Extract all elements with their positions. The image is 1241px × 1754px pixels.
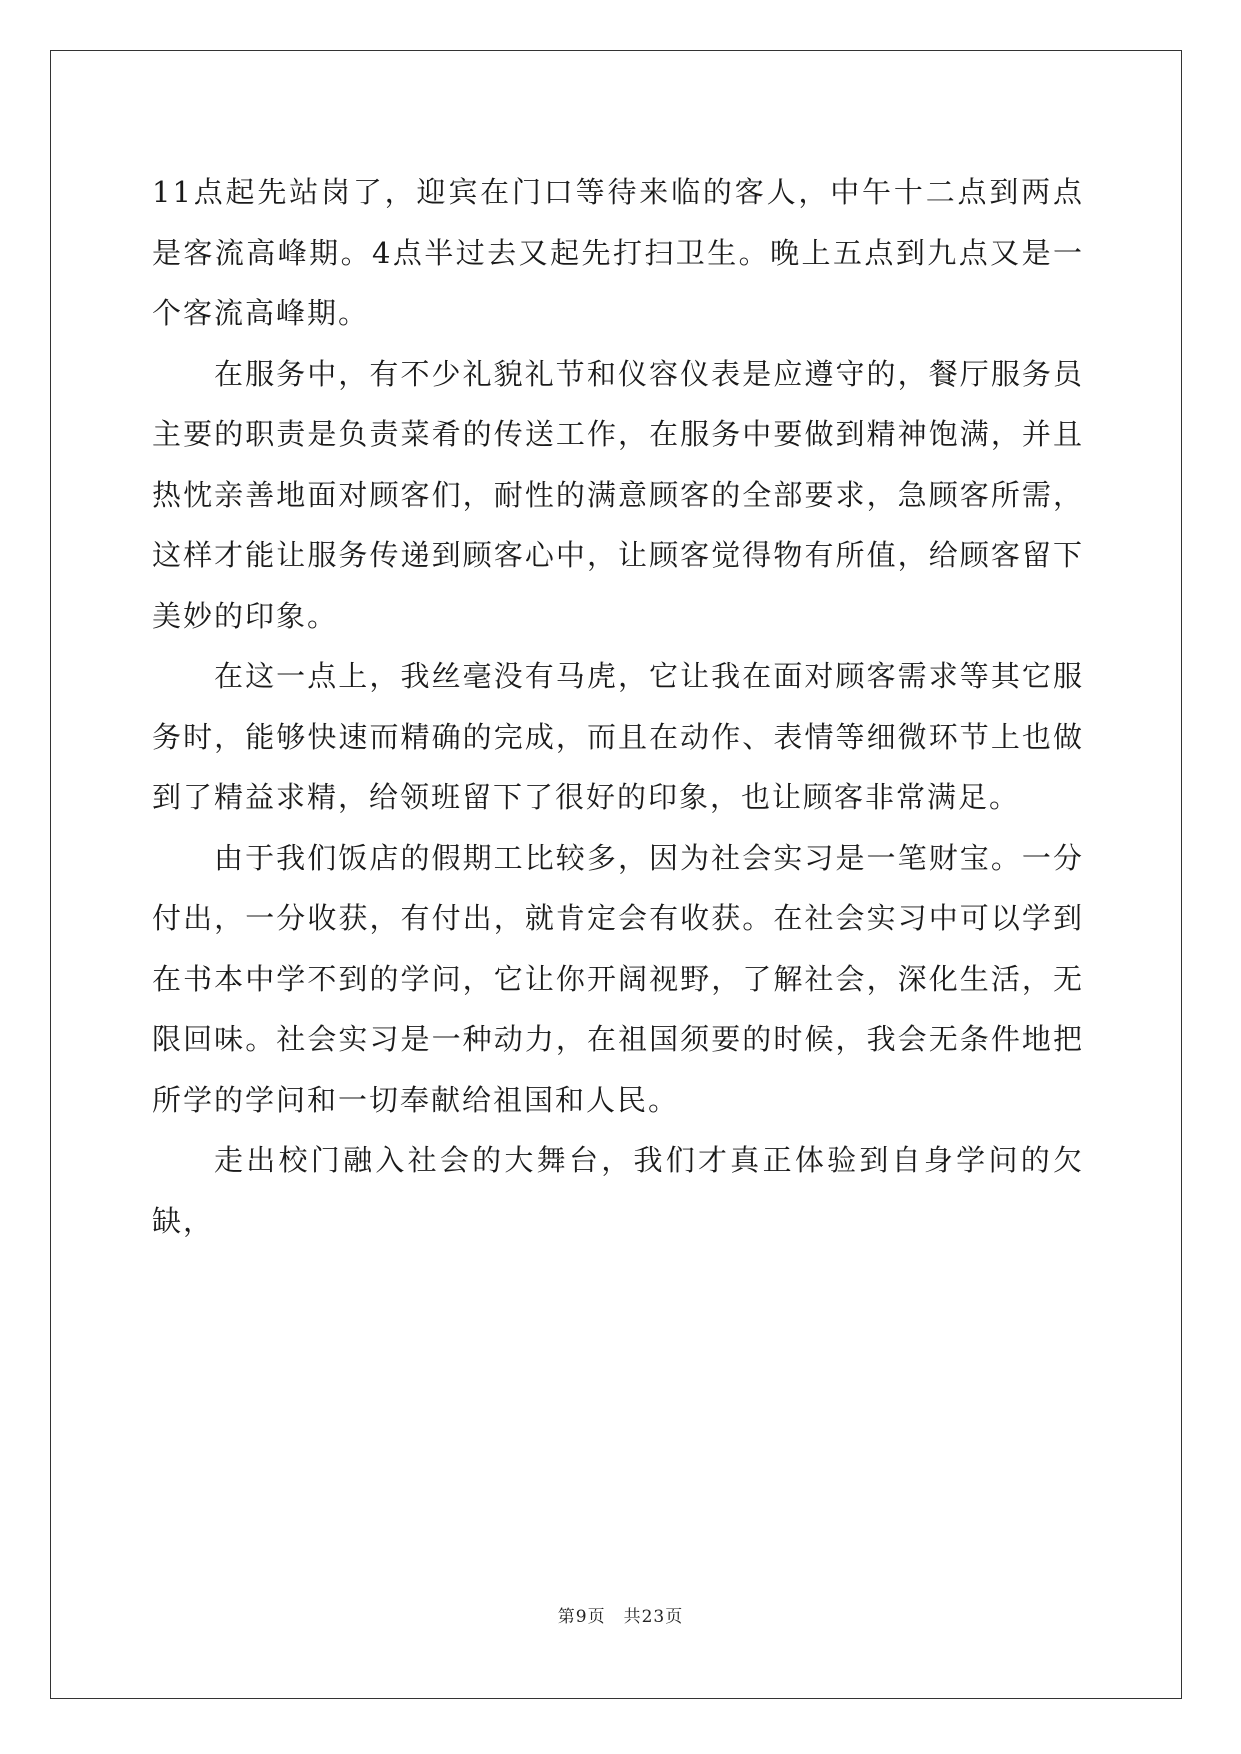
paragraph-3: 在这一点上，我丝毫没有马虎，它让我在面对顾客需求等其它服务时，能够快速而精确的完成，而且在动作、表情等细微环节上也做到了精益求精，给领班留下了很好的印象，也让顾客非常满足。 <box>152 659 1084 814</box>
document-body <box>152 162 1084 1251</box>
page-footer <box>0 1602 1241 1627</box>
page-number: 第9页 <box>557 1607 606 1627</box>
paragraph-5: 走出校门融入社会的大舞台，我们才真正体验到自身学问的欠缺， <box>152 1143 1084 1238</box>
page-total: 共23页 <box>623 1607 684 1627</box>
paragraph-1: 11点起先站岗了，迎宾在门口等待来临的客人，中午十二点到两点是客流高峰期。4点半过去又起先打扫卫生。晚上五点到九点又是一个客流高峰期。 <box>152 175 1084 330</box>
paragraph-2: 在服务中，有不少礼貌礼节和仪容仪表是应遵守的，餐厅服务员主要的职责是负责菜肴的传送工作，在服务中要做到精神饱满，并且热忱亲善地面对顾客们，耐性的满意顾客的全部要求，急顾客所需，这样才能让服务传递到顾客心中，让顾客觉得物有所值，给顾客留下美妙的印象。 <box>152 356 1084 633</box>
paragraph-4: 由于我们饭店的假期工比较多，因为社会实习是一笔财宝。一分付出，一分收获，有付出，就肯定会有收获。在社会实习中可以学到在书本中学不到的学问，它让你开阔视野，了解社会，深化生活，无限回味。社会实习是一种动力，在祖国须要的时候，我会无条件地把所学的学问和一切奉献给祖国和人民。 <box>152 840 1084 1117</box>
